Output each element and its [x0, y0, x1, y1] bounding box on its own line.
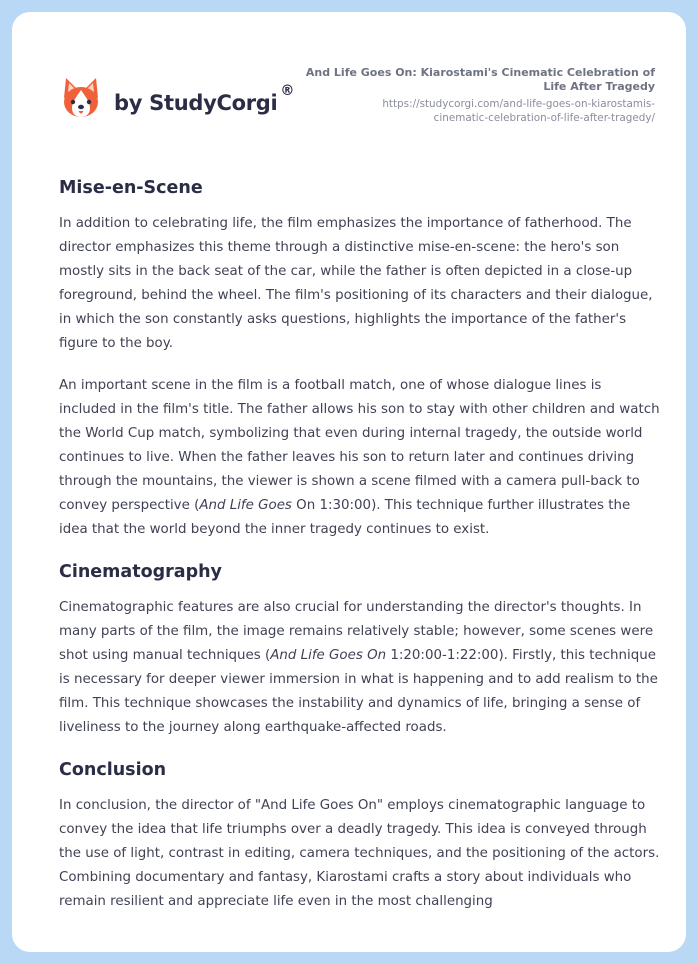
section-heading-mise-en-scene: Mise-en-Scene: [59, 178, 203, 198]
document-url-line-2: cinematic-celebration-of-life-after-tragedy/: [433, 111, 655, 124]
paragraph-text: 1:20:00-1:22:00). Firstly, this technique is necessary for deeper viewer immersion in what is happening and to add realism to the film. This technique showcases the instability and dynamics of life, bringing a sense of liveliness to the journey along earthquake-affected roads.: [59, 648, 658, 735]
citation-title: And Life Goes: [199, 498, 292, 513]
document-info: [295, 66, 655, 125]
paragraph-conclusion: In conclusion, the director of "And Life Goes On" employs cinematographic language to convey the idea that life triumphs over a deadly tragedy. This idea is conveyed through the use of light, contrast in editing, camera techniques, and the positioning of the actors. Combining documentary and fantasy, Kiarostami crafts a story about individuals who remain resilient and appreciate life even in the most challenging: [59, 798, 660, 909]
brand-name: [114, 83, 295, 115]
paragraph-text: An important scene in the film is a football match, one of whose dialogue lines is included in the film's title. The father allows his son to stay with other children and watch the World Cup match, symbolizing that even during internal tragedy, the outside world continues to live. When the father leaves his son to return later and continues driving through the mountains, the viewer is shown a scene filmed with a camera pull-back to convey perspective (: [59, 378, 660, 513]
document-url-line-1: https://studycorgi.com/and-life-goes-on-kiarostamis-: [382, 98, 655, 110]
section-heading-cinematography: Cinematography: [59, 562, 222, 582]
studycorgi-logo[interactable]: [60, 76, 294, 122]
section-heading-conclusion: Conclusion: [59, 760, 167, 780]
paragraph-text: On 1:30:00). This technique further illustrates the idea that the world beyond the inner tragedy continues to exist.: [59, 498, 631, 537]
document-page: [12, 12, 686, 952]
document-title: [295, 66, 655, 94]
brand-text: by StudyCorgi: [114, 91, 278, 115]
document-title-line-2: Life After Tragedy: [543, 80, 655, 93]
document-title-line-1: And Life Goes On: Kiarostami's Cinematic Celebration of: [305, 66, 655, 79]
paragraph-text: Cinematographic features are also crucial for understanding the director's thoughts. In many parts of the film, the image remains relatively stable; however, some scenes were shot using manual techniques (: [59, 600, 654, 663]
paragraph-cinematography: [59, 596, 661, 740]
registered-mark: ®: [280, 83, 295, 99]
article-body: [59, 174, 661, 914]
paragraph-fatherhood: In addition to celebrating life, the film emphasizes the importance of fatherhood. The director emphasizes this theme through a distinctive mise-en-scene: the hero's son mostly sits in the back seat of the car, while the father is often depicted in a close-up foreground, behind the wheel. The film's positioning of its characters and their dialogue, in which the son constantly asks questions, highlights the importance of the father's figure to the boy.: [59, 216, 653, 351]
corgi-icon: [60, 76, 102, 122]
paragraph-football-match: [59, 374, 661, 542]
document-url[interactable]: [295, 98, 655, 125]
citation-title: And Life Goes On: [270, 648, 387, 663]
